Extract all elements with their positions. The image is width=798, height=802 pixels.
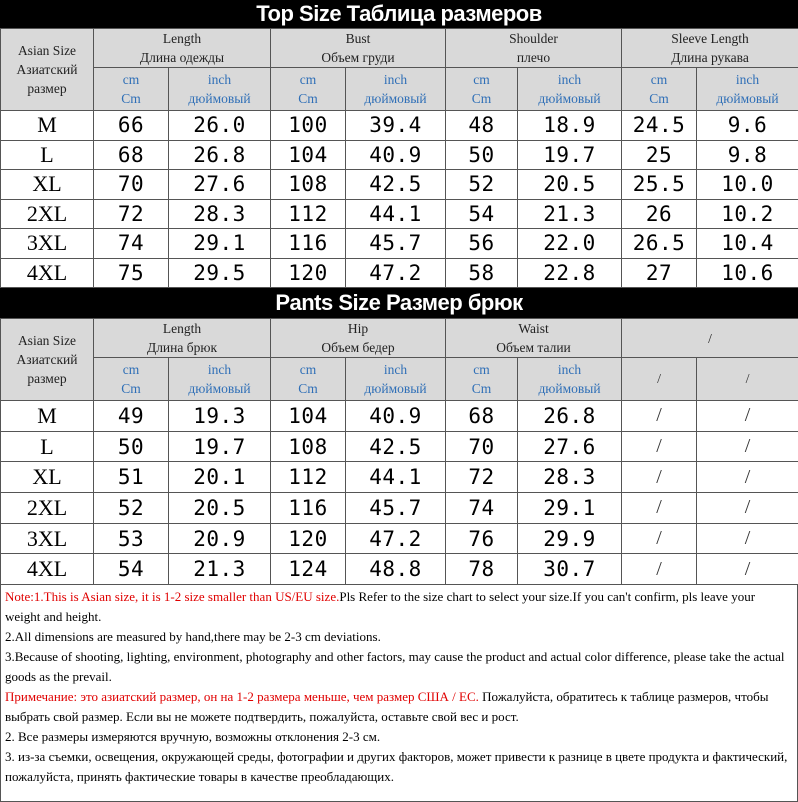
unit-inch-line: inch: [169, 70, 270, 89]
header-row-units: [1, 358, 798, 401]
value-cell: 21.3: [518, 199, 622, 229]
unit-placeholder: /: [622, 358, 697, 401]
size-cell: 2XL: [1, 199, 94, 229]
unit-cm-line: Cm: [94, 379, 168, 398]
unit-inch-line: inch: [346, 360, 445, 379]
group-label-en: Hip: [271, 319, 445, 338]
value-cell: 26.5: [622, 229, 697, 259]
unit-inch-line: inch: [518, 70, 621, 89]
unit-inch-header: [518, 358, 622, 401]
value-cell: 25.5: [622, 170, 697, 200]
unit-inch-line: дюймовый: [346, 89, 445, 108]
measure-group-header: [94, 29, 271, 68]
group-label-en: Length: [94, 319, 270, 338]
empty-slash-cell: /: [622, 401, 697, 432]
unit-cm-line: cm: [446, 70, 517, 89]
group-label-ru: Длина брюк: [94, 338, 270, 357]
note-en-1-warning: Note:1.This is Asian size, it is 1-2 size smaller than US/EU size.: [5, 589, 339, 604]
measure-group-header: [446, 29, 622, 68]
measure-group-header: [622, 29, 798, 68]
unit-inch-line: дюймовый: [346, 379, 445, 398]
value-cell: 26.8: [169, 140, 271, 170]
value-cell: 56: [446, 229, 518, 259]
value-cell: 48.8: [346, 554, 446, 585]
pants-size-table: [0, 318, 798, 585]
value-cell: 20.5: [169, 493, 271, 524]
unit-cm-line: cm: [622, 70, 696, 89]
value-cell: 54: [446, 199, 518, 229]
group-label-en: Bust: [271, 29, 445, 48]
value-cell: 42.5: [346, 170, 446, 200]
size-cell: L: [1, 431, 94, 462]
empty-slash-cell: /: [697, 431, 798, 462]
value-cell: 28.3: [518, 462, 622, 493]
size-cell: 3XL: [1, 229, 94, 259]
value-cell: 29.5: [169, 258, 271, 288]
value-cell: 108: [271, 431, 346, 462]
value-cell: 26.0: [169, 111, 271, 141]
unit-inch-line: дюймовый: [518, 89, 621, 108]
value-cell: 54: [94, 554, 169, 585]
size-cell: 2XL: [1, 493, 94, 524]
size-cell: 3XL: [1, 523, 94, 554]
table-row: [1, 140, 798, 170]
note-ru-1-text: Пожалуйста, обратитесь к таблице размеров, чтобы выбрать свой размер. Если вы не можете подтвердить, пожалуйста, оставьте свой вес и рост.: [5, 689, 768, 724]
value-cell: 29.1: [169, 229, 271, 259]
unit-cm-header: [94, 358, 169, 401]
unit-cm-line: Cm: [271, 379, 345, 398]
value-cell: 74: [94, 229, 169, 259]
measure-group-header: [271, 319, 446, 358]
group-label-ru: Объем талии: [446, 338, 621, 357]
value-cell: 42.5: [346, 431, 446, 462]
value-cell: 20.5: [518, 170, 622, 200]
value-cell: 27.6: [169, 170, 271, 200]
unit-inch-line: дюймовый: [169, 379, 270, 398]
value-cell: 47.2: [346, 258, 446, 288]
unit-cm-line: cm: [271, 70, 345, 89]
group-label-ru: Длина одежды: [94, 48, 270, 67]
value-cell: 10.2: [697, 199, 798, 229]
measure-group-header: [94, 319, 271, 358]
value-cell: 72: [94, 199, 169, 229]
value-cell: 50: [94, 431, 169, 462]
value-cell: 68: [446, 401, 518, 432]
unit-inch-line: inch: [518, 360, 621, 379]
value-cell: 21.3: [169, 554, 271, 585]
value-cell: 39.4: [346, 111, 446, 141]
unit-cm-line: cm: [94, 360, 168, 379]
value-cell: 72: [446, 462, 518, 493]
size-cell: 4XL: [1, 554, 94, 585]
size-column-header: [1, 319, 94, 401]
value-cell: 45.7: [346, 493, 446, 524]
unit-inch-header: [346, 68, 446, 111]
unit-cm-header: [271, 68, 346, 111]
value-cell: 78: [446, 554, 518, 585]
value-cell: 74: [446, 493, 518, 524]
value-cell: 9.6: [697, 111, 798, 141]
top-size-table: [0, 28, 798, 288]
unit-cm-header: [94, 68, 169, 111]
value-cell: 24.5: [622, 111, 697, 141]
value-cell: 47.2: [346, 523, 446, 554]
value-cell: 30.7: [518, 554, 622, 585]
empty-slash-cell: /: [622, 523, 697, 554]
value-cell: 25: [622, 140, 697, 170]
value-cell: 124: [271, 554, 346, 585]
value-cell: 68: [94, 140, 169, 170]
value-cell: 52: [94, 493, 169, 524]
size-cell: M: [1, 111, 94, 141]
size-cell: 4XL: [1, 258, 94, 288]
empty-slash-cell: /: [697, 554, 798, 585]
unit-placeholder: /: [697, 358, 798, 401]
empty-slash-cell: /: [697, 523, 798, 554]
value-cell: 22.8: [518, 258, 622, 288]
unit-cm-line: cm: [271, 360, 345, 379]
value-cell: 45.7: [346, 229, 446, 259]
value-cell: 70: [94, 170, 169, 200]
value-cell: 44.1: [346, 199, 446, 229]
note-en-1: [5, 587, 793, 627]
group-label-en: Waist: [446, 319, 621, 338]
note-en-2: 2.All dimensions are measured by hand,there may be 2-3 cm deviations.: [5, 627, 793, 647]
size-column-header: [1, 29, 94, 111]
measure-group-header: [271, 29, 446, 68]
group-label-en: Length: [94, 29, 270, 48]
value-cell: 28.3: [169, 199, 271, 229]
note-en-3: 3.Because of shooting, lighting, environment, photography and other factors, may cause the product and actual color difference, please take the actual goods as the prevail.: [5, 647, 793, 687]
value-cell: 49: [94, 401, 169, 432]
unit-inch-line: дюймовый: [169, 89, 270, 108]
value-cell: 104: [271, 140, 346, 170]
empty-slash-cell: /: [622, 493, 697, 524]
note-en-1-text: Pls Refer to the size chart to select your size.If you can't confirm, pls leave your weight and height.: [5, 589, 755, 624]
top-size-title: [0, 0, 798, 28]
unit-cm-line: cm: [446, 360, 517, 379]
table-row: [1, 111, 798, 141]
note-ru-3: 3. из-за съемки, освещения, окружающей среды, фотографии и других факторов, может привести к разнице в цвете продукта и фактический, пожалуйста, принять фактические товары в качестве преобладающих.: [5, 747, 793, 787]
header-row-units: [1, 68, 798, 111]
size-cell: XL: [1, 170, 94, 200]
unit-inch-header: [346, 358, 446, 401]
table-row: [1, 229, 798, 259]
group-label-en: /: [622, 329, 798, 348]
value-cell: 76: [446, 523, 518, 554]
unit-cm-header: [271, 358, 346, 401]
value-cell: 22.0: [518, 229, 622, 259]
note-ru-1: [5, 687, 793, 727]
value-cell: 10.6: [697, 258, 798, 288]
group-label-ru: плечо: [446, 48, 621, 67]
unit-inch-line: inch: [346, 70, 445, 89]
size-header-line: размер: [1, 79, 93, 98]
unit-inch-header: [518, 68, 622, 111]
value-cell: 108: [271, 170, 346, 200]
group-label-ru: Длина рукава: [622, 48, 798, 67]
empty-slash-cell: /: [697, 493, 798, 524]
unit-cm-line: Cm: [446, 89, 517, 108]
unit-inch-header: [169, 68, 271, 111]
value-cell: 116: [271, 229, 346, 259]
value-cell: 104: [271, 401, 346, 432]
unit-cm-line: Cm: [622, 89, 696, 108]
size-cell: L: [1, 140, 94, 170]
empty-slash-cell: /: [622, 431, 697, 462]
empty-slash-cell: /: [697, 462, 798, 493]
value-cell: 52: [446, 170, 518, 200]
unit-cm-line: Cm: [271, 89, 345, 108]
note-ru-1-warning: Примечание: это азиатский размер, он на 1-2 размера меньше, чем размер США / ЕС.: [5, 689, 479, 704]
table-row: [1, 199, 798, 229]
value-cell: 9.8: [697, 140, 798, 170]
value-cell: 19.7: [518, 140, 622, 170]
top-size-title-text: Top Size Таблица размеров: [256, 0, 541, 28]
value-cell: 48: [446, 111, 518, 141]
value-cell: 26.8: [518, 401, 622, 432]
unit-inch-header: [697, 68, 798, 111]
unit-cm-header: [446, 358, 518, 401]
unit-inch-line: дюймовый: [518, 379, 621, 398]
unit-cm-header: [446, 68, 518, 111]
value-cell: 100: [271, 111, 346, 141]
pants-size-title: [0, 288, 798, 318]
value-cell: 53: [94, 523, 169, 554]
value-cell: 120: [271, 523, 346, 554]
size-notes: [0, 585, 798, 802]
unit-cm-header: [622, 68, 697, 111]
table-row: [1, 170, 798, 200]
header-row-labels: [1, 319, 798, 358]
value-cell: 18.9: [518, 111, 622, 141]
table-row: [1, 523, 798, 554]
unit-inch-header: [169, 358, 271, 401]
group-label-ru: Объем груди: [271, 48, 445, 67]
measure-group-header: [622, 319, 798, 358]
value-cell: 112: [271, 199, 346, 229]
unit-cm-line: Cm: [94, 89, 168, 108]
size-header-line: Asian Size: [1, 41, 93, 60]
empty-slash-cell: /: [622, 554, 697, 585]
group-label-en: Sleeve Length: [622, 29, 798, 48]
header-row-labels: [1, 29, 798, 68]
value-cell: 19.7: [169, 431, 271, 462]
value-cell: 58: [446, 258, 518, 288]
value-cell: 40.9: [346, 401, 446, 432]
size-header-line: Азиатский: [1, 350, 93, 369]
value-cell: 19.3: [169, 401, 271, 432]
value-cell: 29.1: [518, 493, 622, 524]
value-cell: 10.0: [697, 170, 798, 200]
unit-inch-line: inch: [169, 360, 270, 379]
unit-inch-line: дюймовый: [697, 89, 798, 108]
value-cell: 20.1: [169, 462, 271, 493]
size-header-line: Asian Size: [1, 331, 93, 350]
value-cell: 51: [94, 462, 169, 493]
value-cell: 66: [94, 111, 169, 141]
value-cell: 120: [271, 258, 346, 288]
value-cell: 112: [271, 462, 346, 493]
value-cell: 26: [622, 199, 697, 229]
value-cell: 29.9: [518, 523, 622, 554]
value-cell: 40.9: [346, 140, 446, 170]
measure-group-header: [446, 319, 622, 358]
table-row: [1, 401, 798, 432]
table-row: [1, 431, 798, 462]
value-cell: 44.1: [346, 462, 446, 493]
value-cell: 75: [94, 258, 169, 288]
empty-slash-cell: /: [622, 462, 697, 493]
size-header-line: Азиатский: [1, 60, 93, 79]
value-cell: 10.4: [697, 229, 798, 259]
value-cell: 116: [271, 493, 346, 524]
size-cell: XL: [1, 462, 94, 493]
table-row: [1, 554, 798, 585]
group-label-ru: Объем бедер: [271, 338, 445, 357]
value-cell: 50: [446, 140, 518, 170]
group-label-en: Shoulder: [446, 29, 621, 48]
value-cell: 70: [446, 431, 518, 462]
value-cell: 27.6: [518, 431, 622, 462]
size-header-line: размер: [1, 369, 93, 388]
table-row: [1, 462, 798, 493]
value-cell: 20.9: [169, 523, 271, 554]
empty-slash-cell: /: [697, 401, 798, 432]
unit-cm-line: Cm: [446, 379, 517, 398]
value-cell: 27: [622, 258, 697, 288]
size-cell: M: [1, 401, 94, 432]
unit-cm-line: cm: [94, 70, 168, 89]
table-row: [1, 258, 798, 288]
table-row: [1, 493, 798, 524]
unit-inch-line: inch: [697, 70, 798, 89]
pants-size-title-text: Pants Size Размер брюк: [275, 288, 522, 318]
note-ru-2: 2. Все размеры измеряются вручную, возможны отклонения 2-3 см.: [5, 727, 793, 747]
